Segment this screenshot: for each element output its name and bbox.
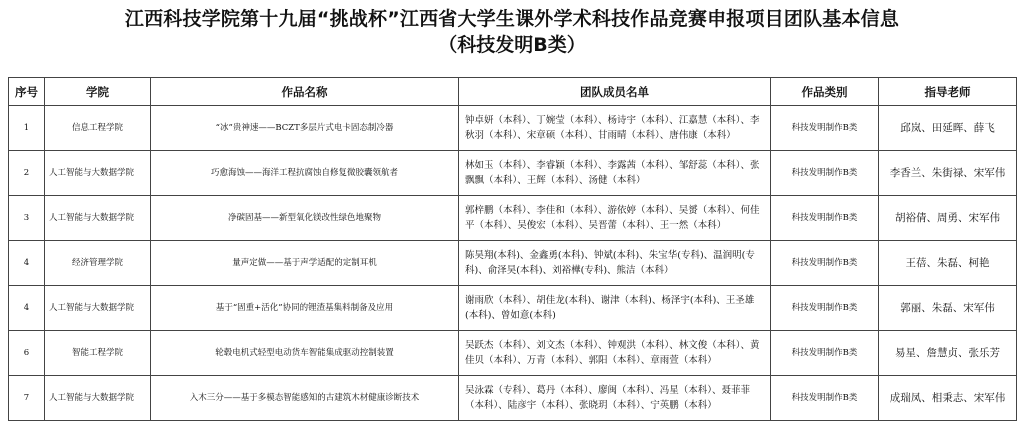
cell-work-name: 量声定做——基于声学适配的定制耳机 [151,241,459,286]
header-no: 序号 [9,78,45,106]
cell-college: 人工智能与大数据学院 [45,376,151,421]
cell-advisors: 邱岚、田延晖、薛飞 [879,106,1017,151]
cell-team-members: 钟卓妍（本科）、丁婉莹（本科）、杨诗宇（本科）、江嘉慧（本科）、李秋羽（本科）、宋章硕（本科）、甘雨晴（本科）、唐伟康（本科） [459,106,771,151]
cell-advisors: 李香兰、朱街禄、宋军伟 [879,151,1017,196]
cell-no: 7 [9,376,45,421]
cell-category: 科技发明制作B类 [771,376,879,421]
cell-category: 科技发明制作B类 [771,151,879,196]
header-category: 作品类别 [771,78,879,106]
cell-team-members: 谢雨欣（本科）、胡佳龙(本科)、谢津（本科)、杨泽宇(本科)、王圣雄(本科)、曾如意(本科) [459,286,771,331]
table-row [9,376,1017,421]
header-college: 学院 [45,78,151,106]
cell-advisors: 易星、詹慧贞、张乐芳 [879,331,1017,376]
header-advisors: 指导老师 [879,78,1017,106]
cell-team-members: 吴泳霖（专科）、葛丹（本科）、廖闽（本科）、冯星（本科）、聂菲菲（本科）、陆彦宇（本科）、张晓玥（本科）、宁英鹏（本科） [459,376,771,421]
cell-category: 科技发明制作B类 [771,106,879,151]
cell-college: 经济管理学院 [45,241,151,286]
cell-category: 科技发明制作B类 [771,331,879,376]
cell-work-name: 巧愈海蚀——海洋工程抗腐蚀自修复微胶囊领航者 [151,151,459,196]
cell-college: 人工智能与大数据学院 [45,151,151,196]
cell-no: 3 [9,196,45,241]
cell-advisors: 郭丽、朱磊、宋军伟 [879,286,1017,331]
cell-work-name: 净碳固基——新型氧化镁改性绿色地聚物 [151,196,459,241]
cell-advisors: 胡裕倩、周勇、宋军伟 [879,196,1017,241]
table-row [9,331,1017,376]
document-title [0,0,1024,58]
header-team-members: 团队成员名单 [459,78,771,106]
header-work-name: 作品名称 [151,78,459,106]
cell-college: 人工智能与大数据学院 [45,196,151,241]
title-sub: （科技发明B类） [438,34,586,56]
cell-no: 2 [9,151,45,196]
table-row [9,241,1017,286]
cell-college: 智能工程学院 [45,331,151,376]
cell-no: 6 [9,331,45,376]
cell-work-name: 轮毂电机式轻型电动货车智能集成驱动控制装置 [151,331,459,376]
cell-no: 4 [9,286,45,331]
cell-college: 人工智能与大数据学院 [45,286,151,331]
cell-advisors: 成瑞凤、相秉志、宋军伟 [879,376,1017,421]
cell-college: 信息工程学院 [45,106,151,151]
table-header-row [9,78,1017,106]
cell-team-members: 吴跃杰（本科）、刘文杰（本科）、钟观洪（本科）、林文俊（本科）、黄佳贝（本科）、万青（本科）、郭阳（本科）、章雨萱（本科） [459,331,771,376]
cell-category: 科技发明制作B类 [771,286,879,331]
title-main: 江西科技学院第十九届“挑战杯”江西省大学生课外学术科技作品竞赛申报项目团队基本信息 [124,8,900,30]
cell-no: 1 [9,106,45,151]
table-row [9,196,1017,241]
cell-category: 科技发明制作B类 [771,241,879,286]
cell-no: 4 [9,241,45,286]
table-row [9,151,1017,196]
cell-team-members: 林如玉（本科）、李睿颖（本科）、李露茜（本科）、邹舒蕊（本科）、张飘飘（本科）、王辉（本科）、汤健（本科） [459,151,771,196]
cell-advisors: 王蓓、朱磊、柯艳 [879,241,1017,286]
cell-work-name: “冰”贵神速——BCZT多层片式电卡固态制冷器 [151,106,459,151]
cell-category: 科技发明制作B类 [771,196,879,241]
table-row [9,286,1017,331]
cell-work-name: 入木三分——基于多模态智能感知的古建筑木材健康诊断技术 [151,376,459,421]
team-info-table [8,77,1017,421]
cell-team-members: 郭梓鹏（本科）、李佳和（本科）、游依婷（本科）、吴赟（本科）、何佳平（本科）、吴俊宏（本科）、吴晋蕾（本科）、王一然（本科） [459,196,771,241]
cell-team-members: 陈昊翔(本科)、金鑫勇(本科)、钟斌(本科)、朱宝华(专科)、温润明(专科)、俞泽昊(本科)、刘裕樺(专科)、熊洁（本科） [459,241,771,286]
cell-work-name: 基于“固重+活化”协同的锂渣基集料制备及应用 [151,286,459,331]
table-row [9,106,1017,151]
